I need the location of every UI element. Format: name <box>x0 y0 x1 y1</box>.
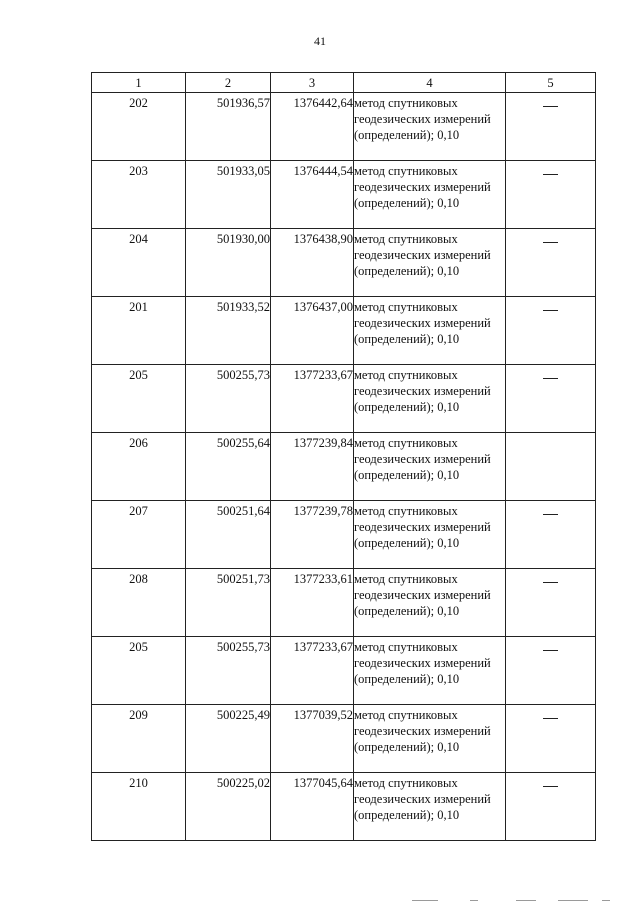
point-number-cell: 201 <box>92 297 186 365</box>
point-number-cell: 208 <box>92 569 186 637</box>
y-coordinate-cell: 1376444,54 <box>271 161 354 229</box>
y-coordinate-cell: 1377239,78 <box>271 501 354 569</box>
table-row <box>92 229 596 297</box>
point-number-cell: 210 <box>92 773 186 841</box>
point-number-cell: 203 <box>92 161 186 229</box>
column-header-3: 3 <box>271 73 354 93</box>
point-number-cell: 209 <box>92 705 186 773</box>
y-coordinate-cell: 1377039,52 <box>271 705 354 773</box>
note-cell <box>506 229 596 297</box>
x-coordinate-cell: 501930,00 <box>186 229 271 297</box>
table-row <box>92 161 596 229</box>
note-cell <box>506 705 596 773</box>
method-accuracy-cell: метод спутниковых геодезических измерений (определений); 0,10 <box>354 637 506 705</box>
x-coordinate-cell: 500255,64 <box>186 433 271 501</box>
dash-mark <box>543 242 558 243</box>
dash-mark <box>543 106 558 107</box>
note-cell <box>506 773 596 841</box>
table-row <box>92 705 596 773</box>
x-coordinate-cell: 500255,73 <box>186 365 271 433</box>
point-number-cell: 206 <box>92 433 186 501</box>
method-accuracy-cell: метод спутниковых геодезических измерений (определений); 0,10 <box>354 93 506 161</box>
table-row <box>92 433 596 501</box>
x-coordinate-cell: 501933,52 <box>186 297 271 365</box>
table-header <box>92 73 596 93</box>
dash-mark <box>543 650 558 651</box>
y-coordinate-cell: 1377233,61 <box>271 569 354 637</box>
x-coordinate-cell: 501936,57 <box>186 93 271 161</box>
x-coordinate-cell: 501933,05 <box>186 161 271 229</box>
y-coordinate-cell: 1376442,64 <box>271 93 354 161</box>
note-cell <box>506 433 596 501</box>
table-row <box>92 297 596 365</box>
table-row <box>92 773 596 841</box>
y-coordinate-cell: 1377239,84 <box>271 433 354 501</box>
method-accuracy-cell: метод спутниковых геодезических измерений (определений); 0,10 <box>354 569 506 637</box>
point-number-cell: 205 <box>92 637 186 705</box>
x-coordinate-cell: 500251,73 <box>186 569 271 637</box>
table-row <box>92 365 596 433</box>
dash-mark <box>543 174 558 175</box>
y-coordinate-cell: 1377233,67 <box>271 637 354 705</box>
coordinates-table <box>91 72 596 841</box>
method-accuracy-cell: метод спутниковых геодезических измерений (определений); 0,10 <box>354 433 506 501</box>
header-row <box>92 73 596 93</box>
column-header-1: 1 <box>92 73 186 93</box>
column-header-2: 2 <box>186 73 271 93</box>
point-number-cell: 204 <box>92 229 186 297</box>
y-coordinate-cell: 1377233,67 <box>271 365 354 433</box>
method-accuracy-cell: метод спутниковых геодезических измерений (определений); 0,10 <box>354 501 506 569</box>
method-accuracy-cell: метод спутниковых геодезических измерений (определений); 0,10 <box>354 161 506 229</box>
table-body <box>92 93 596 841</box>
dash-mark <box>543 514 558 515</box>
method-accuracy-cell: метод спутниковых геодезических измерений (определений); 0,10 <box>354 773 506 841</box>
table-row <box>92 93 596 161</box>
method-accuracy-cell: метод спутниковых геодезических измерений (определений); 0,10 <box>354 297 506 365</box>
table-row <box>92 501 596 569</box>
note-cell <box>506 93 596 161</box>
dash-mark <box>543 718 558 719</box>
dash-mark <box>543 786 558 787</box>
note-cell <box>506 365 596 433</box>
column-header-5: 5 <box>506 73 596 93</box>
x-coordinate-cell: 500225,02 <box>186 773 271 841</box>
note-cell <box>506 637 596 705</box>
dash-mark <box>543 310 558 311</box>
dash-mark <box>543 378 558 379</box>
column-header-4: 4 <box>354 73 506 93</box>
y-coordinate-cell: 1376437,00 <box>271 297 354 365</box>
point-number-cell: 202 <box>92 93 186 161</box>
x-coordinate-cell: 500255,73 <box>186 637 271 705</box>
y-coordinate-cell: 1377045,64 <box>271 773 354 841</box>
method-accuracy-cell: метод спутниковых геодезических измерений (определений); 0,10 <box>354 365 506 433</box>
table-row <box>92 569 596 637</box>
note-cell <box>506 501 596 569</box>
note-cell <box>506 297 596 365</box>
method-accuracy-cell: метод спутниковых геодезических измерений (определений); 0,10 <box>354 705 506 773</box>
point-number-cell: 207 <box>92 501 186 569</box>
table-row <box>92 637 596 705</box>
page-number: 41 <box>314 34 326 48</box>
dash-mark <box>543 582 558 583</box>
point-number-cell: 205 <box>92 365 186 433</box>
y-coordinate-cell: 1376438,90 <box>271 229 354 297</box>
x-coordinate-cell: 500225,49 <box>186 705 271 773</box>
scan-artifact-marks <box>412 900 612 903</box>
note-cell <box>506 569 596 637</box>
method-accuracy-cell: метод спутниковых геодезических измерений (определений); 0,10 <box>354 229 506 297</box>
x-coordinate-cell: 500251,64 <box>186 501 271 569</box>
note-cell <box>506 161 596 229</box>
